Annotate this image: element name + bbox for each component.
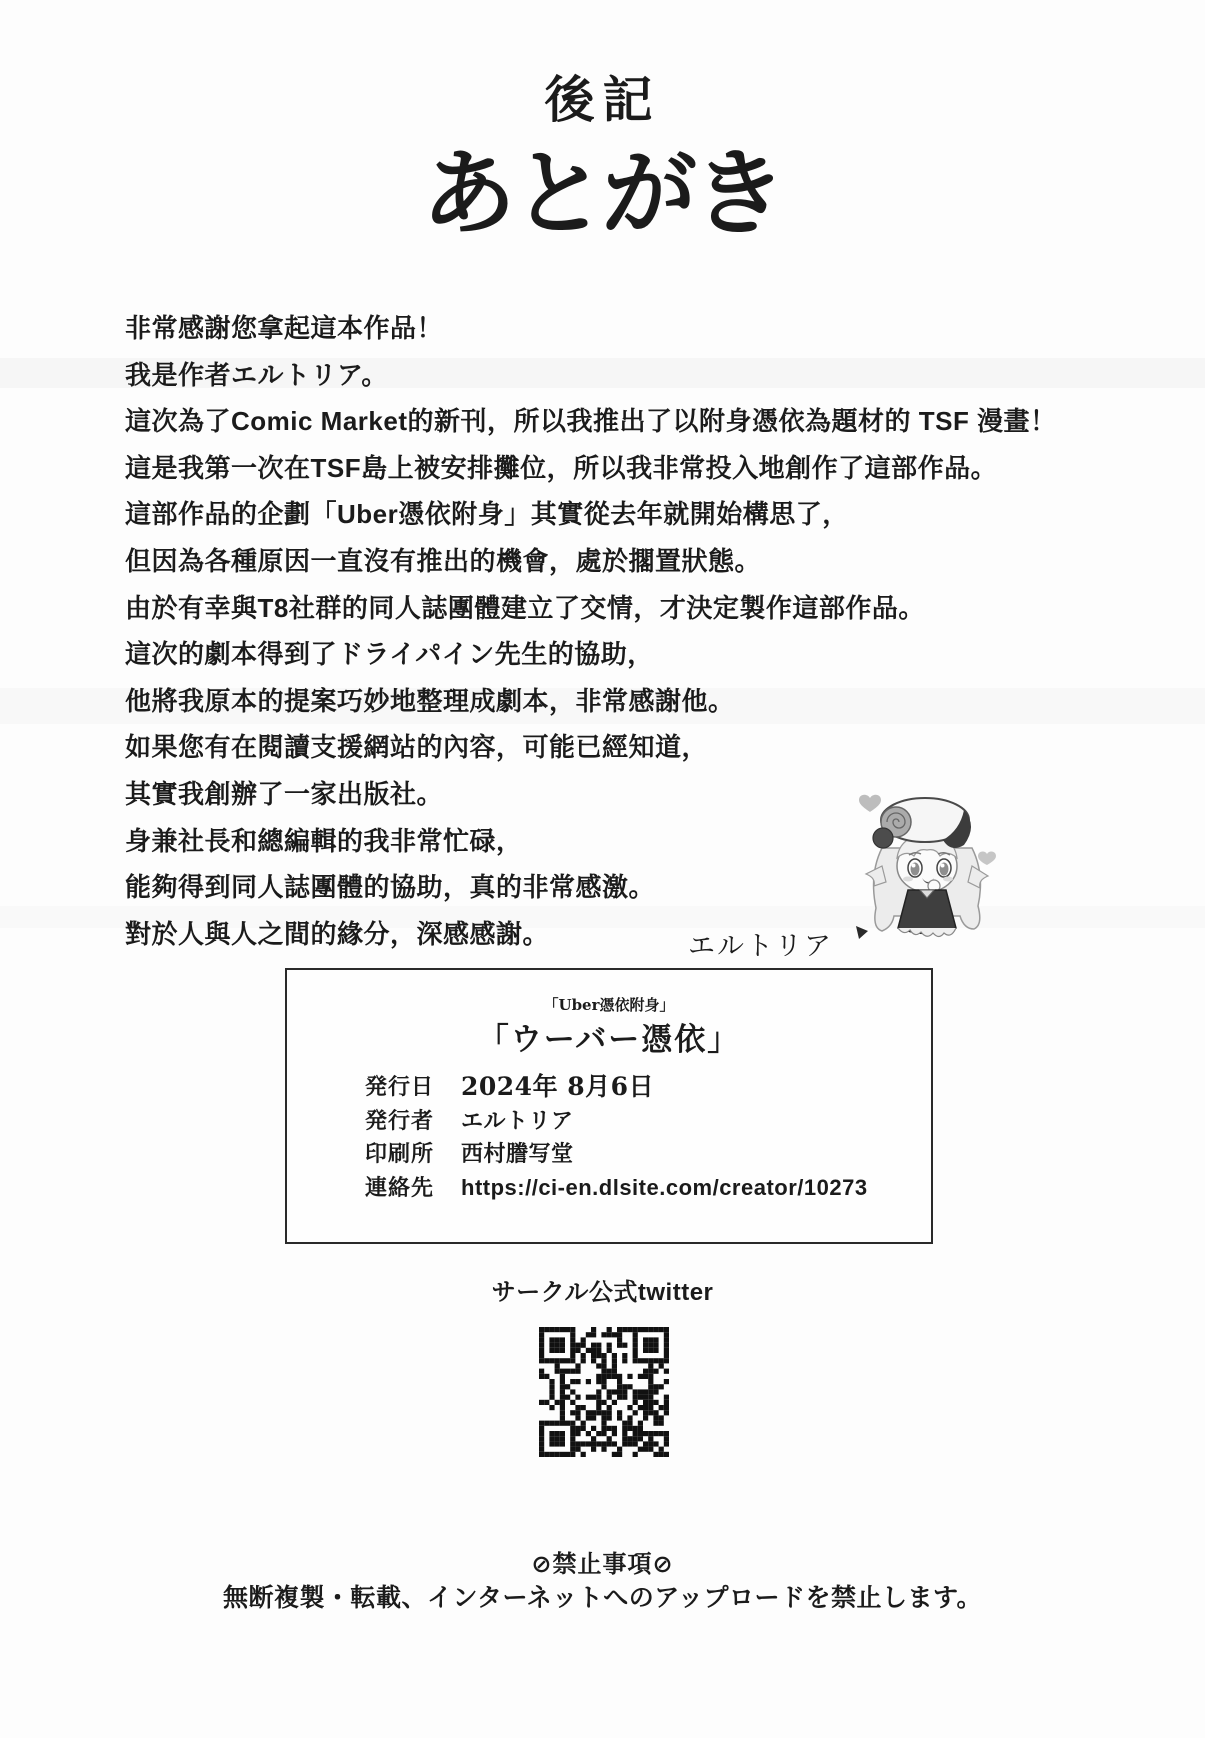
colophon-row-publisher [365, 1104, 911, 1138]
colophon-label: 発行日 [365, 1074, 435, 1099]
colophon-box [285, 968, 933, 1244]
colophon-contact-url: https://ci-en.dlsite.com/creator/10273 [461, 1174, 868, 1200]
work-title-main: 「ウーバー憑依」 [477, 1022, 741, 1058]
colophon-value: エルトリア [461, 1107, 574, 1133]
afterword-line: 這是我第一次在TSF島上被安排攤位，所以我非常投入地創作了這部作品。 [125, 452, 998, 483]
colophon-value: 西村謄写堂 [461, 1141, 574, 1166]
afterword-line: 這次為了Comic Market的新刊，所以我推出了以附身憑依為題材的 TSF 漫畫！ [125, 406, 1057, 437]
chibi-character-illustration [852, 778, 1002, 963]
colophon-value: 2024年 8月6日 [461, 1072, 655, 1101]
ink-speck [856, 926, 868, 939]
afterword-line: 其實我創辦了一家出版社。 [125, 778, 444, 809]
author-signature: エルトリア [688, 931, 833, 962]
afterword-line: 我是作者エルトリア。 [125, 359, 388, 390]
colophon-label: 印刷所 [365, 1141, 435, 1166]
colophon-label: 発行者 [365, 1107, 435, 1133]
heart-icon [859, 795, 881, 812]
colophon-row-publication-date [365, 1070, 911, 1104]
prohibition-text: 無断複製・転載、インターネットへのアップロードを禁止します。 [222, 1584, 982, 1612]
afterword-line: 如果您有在閱讀支援網站的內容，可能已經知道， [125, 732, 709, 763]
afterword-line: 這次的劇本得到了ドライパイン先生的協助， [125, 639, 654, 670]
qr-code [539, 1327, 669, 1457]
colophon-rows [365, 1070, 911, 1204]
work-title-small: 「Uber憑依附身」 [543, 996, 675, 1014]
colophon-row-printer [365, 1137, 911, 1171]
afterword-line: 對於人與人之間的緣分，深感感謝。 [125, 918, 550, 949]
afterword-line: 身兼社長和總編輯的我非常忙碌， [125, 825, 523, 856]
heart-icon [978, 852, 996, 865]
afterword-line: 能夠得到同人誌團體的協助，真的非常感激。 [125, 872, 656, 903]
chibi-character-drawing [852, 778, 1002, 963]
prohibition-title: ⊘禁止事項⊘ [531, 1551, 674, 1578]
dress-frill [898, 928, 956, 937]
afterword-line: 這部作品的企劃「Uber憑依附身」其實從去年就開始構思了， [125, 499, 849, 530]
afterword-line: 但因為各種原因一直沒有推出的機會，處於擱置狀態。 [125, 545, 762, 576]
afterword-line: 他將我原本的提案巧妙地整理成劇本，非常感謝他。 [125, 685, 735, 716]
afterword-line: 非常感謝您拿起這本作品！ [125, 313, 444, 343]
colophon-row-contact [365, 1171, 911, 1205]
circle-twitter-heading: サークル公式twitter [491, 1279, 714, 1306]
rose-flower-dark [873, 828, 893, 848]
page-title-kanji: 後記 [544, 72, 661, 128]
qr-code-svg [539, 1327, 669, 1457]
page-title-calligraphy: あとがき [420, 139, 785, 249]
colophon-label: 連絡先 [365, 1174, 435, 1200]
afterword-line: 由於有幸與T8社群的同人誌團體建立了交情，才決定製作這部作品。 [125, 592, 925, 623]
